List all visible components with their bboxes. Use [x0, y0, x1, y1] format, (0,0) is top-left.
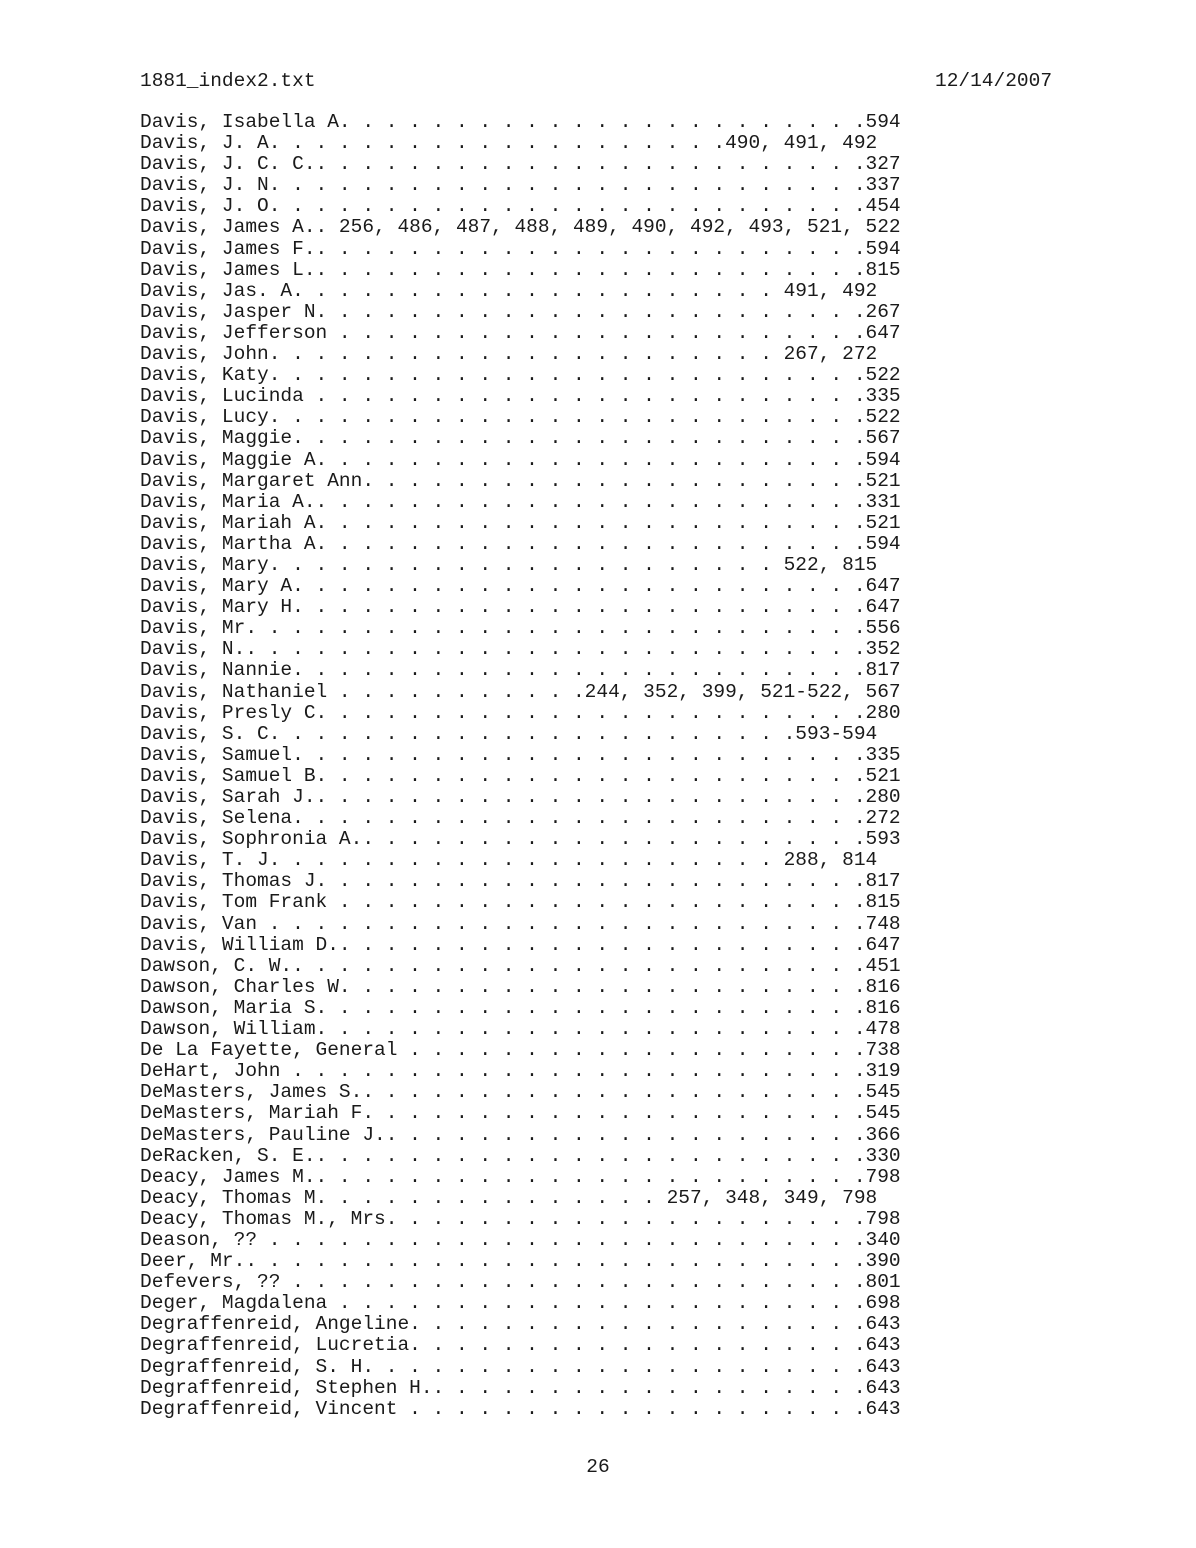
index-entry: Dawson, C. W.. . . . . . . . . . . . . . . . . . . . . . . . .451	[140, 954, 901, 977]
index-entry: Davis, William D.. . . . . . . . . . . . . . . . . . . . . . .647	[140, 933, 901, 956]
index-entry: Davis, J. A. . . . . . . . . . . . . . . . . . . .490, 491, 492	[140, 132, 878, 155]
index-entry: Davis, Lucinda . . . . . . . . . . . . . . . . . . . . . . . .335	[140, 385, 901, 408]
index-entry: Deason, ?? . . . . . . . . . . . . . . . . . . . . . . . . . .340	[140, 1228, 901, 1251]
index-entry: Davis, Mr. . . . . . . . . . . . . . . . . . . . . . . . . . .556	[140, 617, 901, 640]
index-entry: DeMasters, Pauline J.. . . . . . . . . . . . . . . . . . . . .366	[140, 1123, 901, 1146]
index-entry: Degraffenreid, S. H. . . . . . . . . . . . . . . . . . . . . .643	[140, 1355, 901, 1378]
index-entry: Davis, N.. . . . . . . . . . . . . . . . . . . . . . . . . . .352	[140, 638, 901, 661]
index-entry: Davis, Katy. . . . . . . . . . . . . . . . . . . . . . . . . .522	[140, 364, 901, 387]
index-entry: Davis, Mariah A. . . . . . . . . . . . . . . . . . . . . . . .521	[140, 511, 901, 534]
index-entry: Davis, Presly C. . . . . . . . . . . . . . . . . . . . . . . .280	[140, 701, 901, 724]
index-entry: Degraffenreid, Vincent . . . . . . . . . . . . . . . . . . . .643	[140, 1397, 901, 1420]
index-entry: Deacy, James M.. . . . . . . . . . . . . . . . . . . . . . . .798	[140, 1165, 901, 1188]
document-date: 12/14/2007	[935, 70, 1053, 92]
index-entry: Davis, Van . . . . . . . . . . . . . . . . . . . . . . . . . .748	[140, 912, 901, 935]
index-entry: Davis, Samuel B. . . . . . . . . . . . . . . . . . . . . . . .521	[140, 764, 901, 787]
index-entry: Davis, Maggie A. . . . . . . . . . . . . . . . . . . . . . . .594	[140, 448, 901, 471]
index-entry: Davis, Sarah J.. . . . . . . . . . . . . . . . . . . . . . . .280	[140, 786, 901, 808]
index-entry: Davis, Lucy. . . . . . . . . . . . . . . . . . . . . . . . . .522	[140, 406, 901, 429]
index-entry: Defevers, ?? . . . . . . . . . . . . . . . . . . . . . . . . .801	[140, 1271, 901, 1294]
index-entry: Davis, Nannie. . . . . . . . . . . . . . . . . . . . . . . . .817	[140, 659, 901, 682]
index-entry: Degraffenreid, Angeline. . . . . . . . . . . . . . . . . . . .643	[140, 1313, 901, 1336]
index-entry: Davis, Tom Frank . . . . . . . . . . . . . . . . . . . . . . .815	[140, 891, 901, 914]
index-entry: Davis, J. O. . . . . . . . . . . . . . . . . . . . . . . . . .454	[140, 195, 901, 218]
index-entry: Davis, James A.. 256, 486, 487, 488, 489, 490, 492, 493, 521, 522	[140, 216, 901, 239]
index-entry: Degraffenreid, Lucretia. . . . . . . . . . . . . . . . . . . .643	[140, 1334, 901, 1357]
index-entry: Davis, Mary A. . . . . . . . . . . . . . . . . . . . . . . . .647	[140, 575, 901, 598]
index-entry: DeMasters, Mariah F. . . . . . . . . . . . . . . . . . . . . .545	[140, 1102, 901, 1125]
index-entry: DeMasters, James S.. . . . . . . . . . . . . . . . . . . . . .545	[140, 1081, 901, 1104]
index-entry: Deer, Mr.. . . . . . . . . . . . . . . . . . . . . . . . . . .390	[140, 1250, 901, 1273]
index-entry: Deger, Magdalena . . . . . . . . . . . . . . . . . . . . . . .698	[140, 1292, 901, 1315]
index-entry: Davis, J. C. C.. . . . . . . . . . . . . . . . . . . . . . . .327	[140, 153, 901, 176]
index-entry: Davis, Margaret Ann. . . . . . . . . . . . . . . . . . . . . .521	[140, 469, 901, 492]
index-entry: Davis, Samuel. . . . . . . . . . . . . . . . . . . . . . . . .335	[140, 743, 901, 766]
index-entry: Davis, Maggie. . . . . . . . . . . . . . . . . . . . . . . . .567	[140, 427, 901, 450]
index-entry: Davis, Jefferson . . . . . . . . . . . . . . . . . . . . . . .647	[140, 321, 901, 344]
index-entry: Davis, J. N. . . . . . . . . . . . . . . . . . . . . . . . . .337	[140, 174, 901, 197]
index-entry: DeRacken, S. E.. . . . . . . . . . . . . . . . . . . . . . . .330	[140, 1144, 901, 1167]
index-entry: Davis, Maria A.. . . . . . . . . . . . . . . . . . . . . . . .331	[140, 490, 901, 513]
index-entry: Dawson, Charles W. . . . . . . . . . . . . . . . . . . . . . .816	[140, 975, 901, 998]
index-entry: Dawson, Maria S. . . . . . . . . . . . . . . . . . . . . . . .816	[140, 996, 901, 1019]
index-entry: Davis, T. J. . . . . . . . . . . . . . . . . . . . . . 288, 814	[140, 849, 878, 872]
index-entry: Degraffenreid, Stephen H.. . . . . . . . . . . . . . . . . . .643	[140, 1376, 901, 1399]
index-entry: Davis, Thomas J. . . . . . . . . . . . . . . . . . . . . . . .817	[140, 870, 901, 893]
index-entry: De La Fayette, General . . . . . . . . . . . . . . . . . . . .738	[140, 1039, 901, 1062]
index-entry: Dawson, William. . . . . . . . . . . . . . . . . . . . . . . .478	[140, 1018, 901, 1041]
index-entry: Davis, John. . . . . . . . . . . . . . . . . . . . . . 267, 272	[140, 343, 878, 366]
index-list	[140, 112, 901, 1420]
index-entry: Davis, S. C. . . . . . . . . . . . . . . . . . . . . . .593-594	[140, 722, 878, 745]
index-entry: Davis, Nathaniel . . . . . . . . . . .244, 352, 399, 521-522, 567	[140, 680, 901, 703]
index-entry: DeHart, John . . . . . . . . . . . . . . . . . . . . . . . . .319	[140, 1060, 901, 1083]
index-entry: Davis, Sophronia A.. . . . . . . . . . . . . . . . . . . . . .593	[140, 828, 901, 851]
index-entry: Davis, Jasper N. . . . . . . . . . . . . . . . . . . . . . . .267	[140, 300, 901, 323]
index-entry: Davis, Jas. A. . . . . . . . . . . . . . . . . . . . . 491, 492	[140, 279, 878, 302]
index-entry: Deacy, Thomas M. . . . . . . . . . . . . . . 257, 348, 349, 798	[140, 1186, 878, 1209]
document-filename: 1881_index2.txt	[140, 70, 316, 92]
index-entry: Davis, Martha A. . . . . . . . . . . . . . . . . . . . . . . .594	[140, 532, 901, 555]
index-entry: Davis, Mary H. . . . . . . . . . . . . . . . . . . . . . . . .647	[140, 596, 901, 619]
index-entry: Deacy, Thomas M., Mrs. . . . . . . . . . . . . . . . . . . . .798	[140, 1207, 901, 1230]
index-entry: Davis, Isabella A. . . . . . . . . . . . . . . . . . . . . . .594	[140, 111, 901, 133]
page-number: 26	[586, 1456, 610, 1478]
index-entry: Davis, James L.. . . . . . . . . . . . . . . . . . . . . . . .815	[140, 258, 901, 281]
index-entry: Davis, James F.. . . . . . . . . . . . . . . . . . . . . . . .594	[140, 237, 901, 260]
index-entry: Davis, Selena. . . . . . . . . . . . . . . . . . . . . . . . .272	[140, 807, 901, 830]
index-entry: Davis, Mary. . . . . . . . . . . . . . . . . . . . . . 522, 815	[140, 553, 878, 576]
